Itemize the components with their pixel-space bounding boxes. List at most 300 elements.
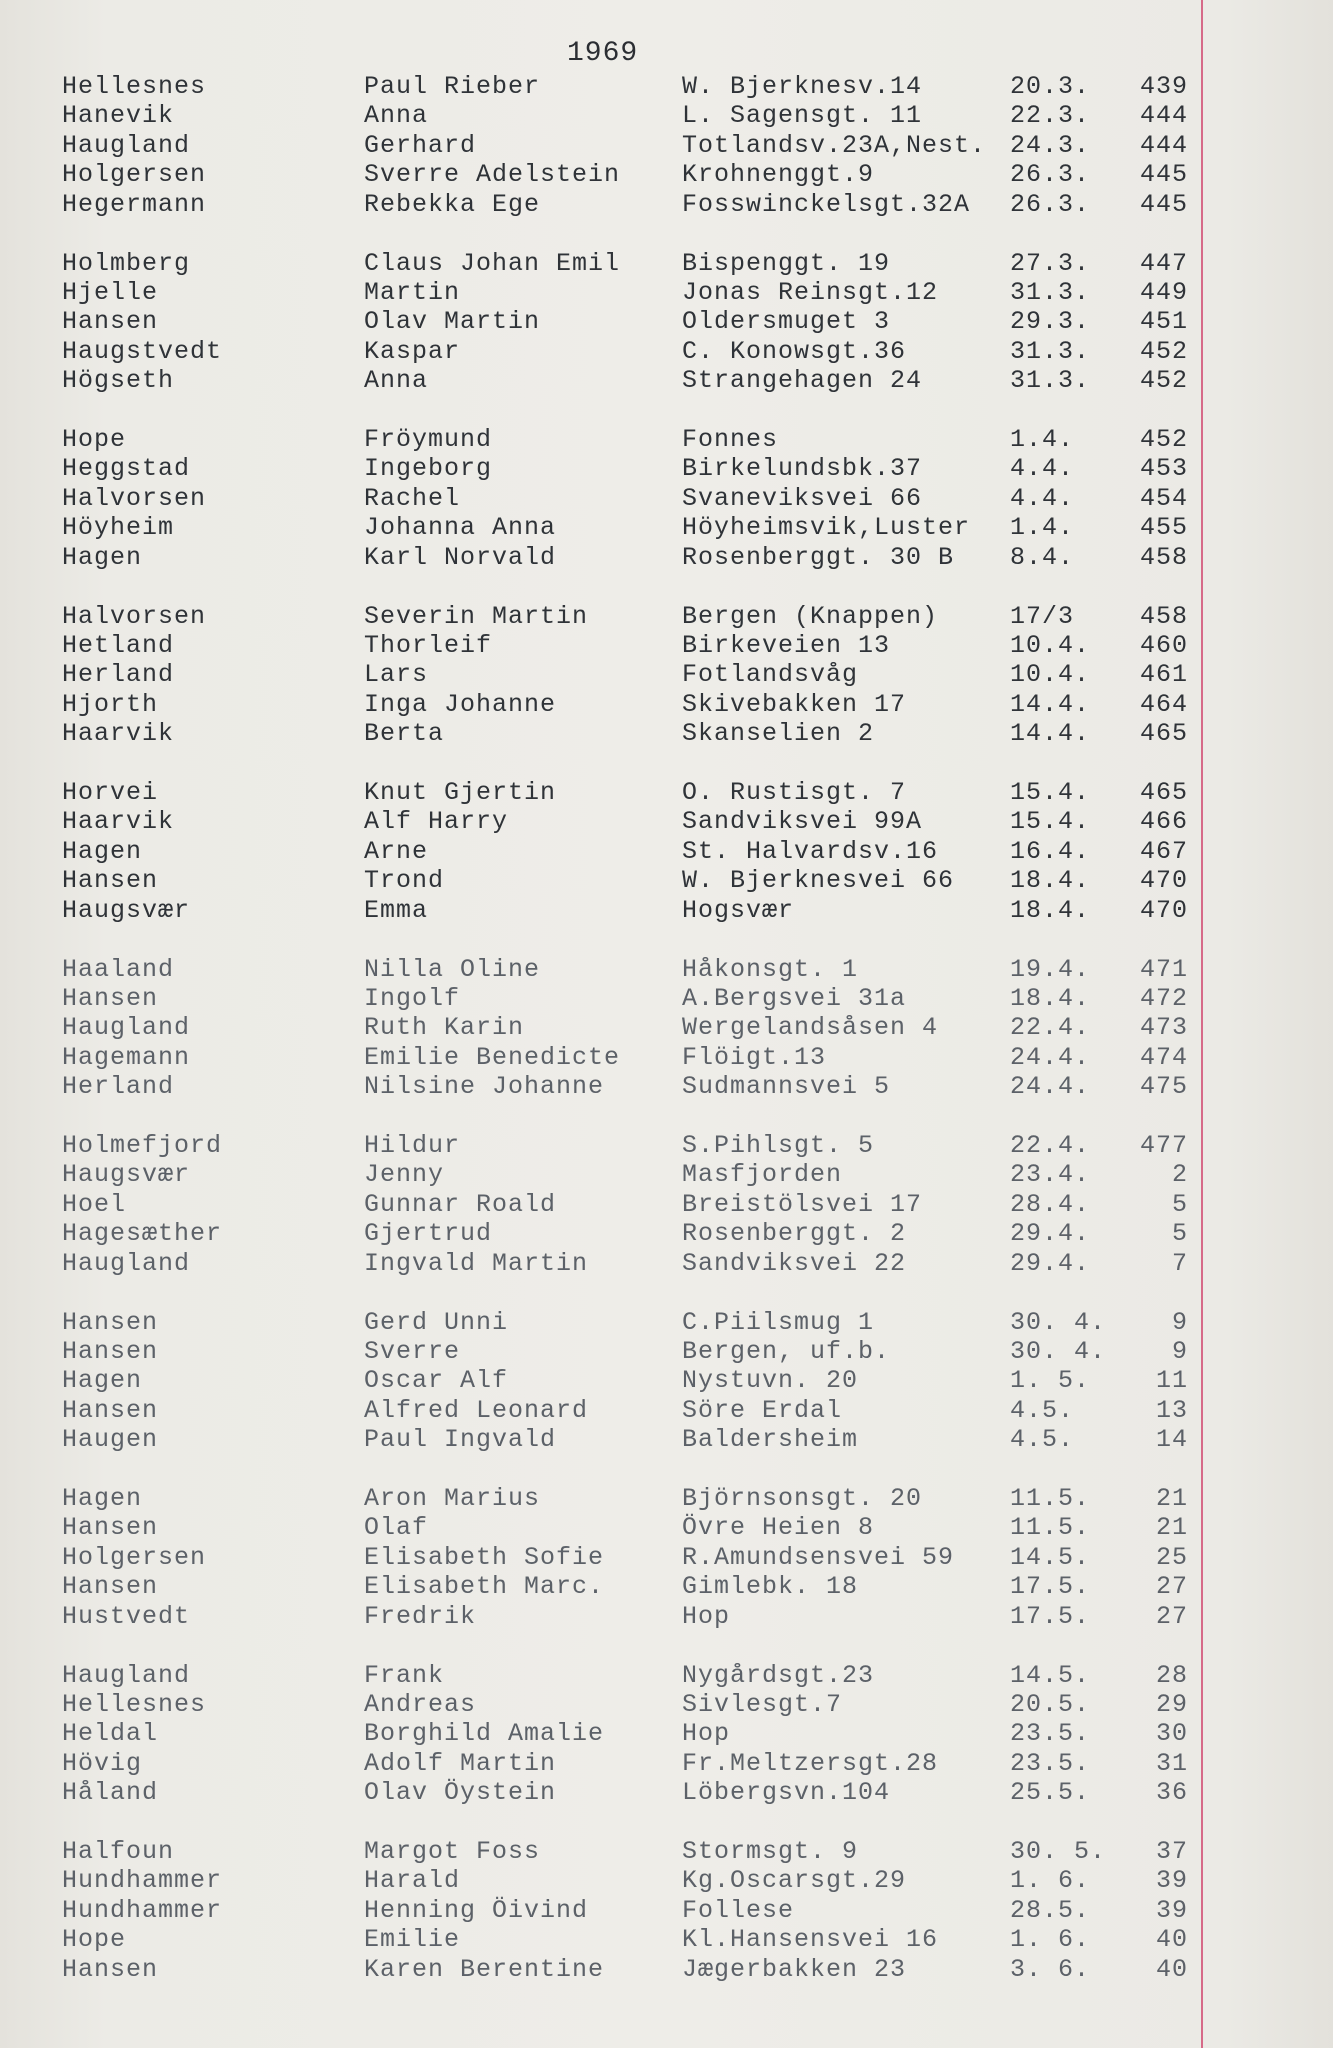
entry-number: 451 <box>1139 307 1188 337</box>
entry-surname: Hansen <box>62 1513 159 1543</box>
entry-surname: Hustvedt <box>62 1601 191 1631</box>
ledger-row <box>0 690 1200 719</box>
entry-date: 22.4. <box>1010 1131 1091 1160</box>
entry-address: C.Piilsmug 1 <box>682 1307 875 1337</box>
entry-surname: Halvorsen <box>62 601 207 631</box>
entry-address: Strangehagen 24 <box>682 366 923 396</box>
ledger-row <box>0 1013 1200 1042</box>
entry-given-names: Aron Marius <box>364 1484 541 1513</box>
ledger-row <box>0 1484 1200 1513</box>
entry-address: Stormsgt. 9 <box>682 1837 859 1866</box>
entry-surname: Haaland <box>62 954 175 984</box>
entry-number: 9 <box>1171 1336 1188 1366</box>
ledger-row <box>0 484 1200 513</box>
entry-date: 10.4. <box>1010 660 1091 690</box>
entry-address: Rosenberggt. 30 B <box>682 542 955 572</box>
entry-given-names: Emma <box>364 895 429 925</box>
entry-number: 473 <box>1139 1013 1188 1043</box>
entry-date: 17.5. <box>1010 1601 1091 1631</box>
entry-number: 444 <box>1139 101 1188 131</box>
entry-address: Höyheimsvik,Luster <box>682 513 971 543</box>
entry-surname: Hagen <box>62 1366 143 1396</box>
margin-rule <box>1201 0 1203 2048</box>
entry-address: Birkelundsbk.37 <box>682 454 923 484</box>
entry-number: 452 <box>1139 336 1188 366</box>
entry-given-names: Anna <box>364 366 429 396</box>
entry-surname: Haugstvedt <box>62 336 223 366</box>
ledger-row <box>0 896 1200 925</box>
entry-date: 28.5. <box>1010 1895 1091 1925</box>
page-year: 1969 <box>567 38 639 69</box>
entry-number: 455 <box>1139 513 1188 543</box>
entry-address: Fonnes <box>682 425 779 454</box>
entry-number: 5 <box>1171 1189 1188 1219</box>
ledger-row <box>0 1425 1200 1454</box>
entry-address: Masfjorden <box>682 1160 843 1190</box>
entry-date: 14.4. <box>1010 689 1091 719</box>
entry-number: 11 <box>1155 1366 1188 1396</box>
entry-surname: Haugland <box>62 1013 191 1043</box>
entry-surname: Holmefjord <box>62 1131 223 1160</box>
entry-given-names: Rebekka Ege <box>364 189 541 219</box>
ledger-row <box>0 866 1200 895</box>
entry-number: 453 <box>1139 454 1188 484</box>
ledger-row <box>0 1749 1200 1778</box>
entry-number: 447 <box>1139 248 1188 278</box>
ledger-row <box>0 1190 1200 1219</box>
entry-address: Skivebakken 17 <box>682 689 907 719</box>
entry-address: Hop <box>682 1719 731 1749</box>
entry-given-names: Alf Harry <box>364 807 509 837</box>
entry-surname: Hagen <box>62 1484 143 1513</box>
entry-date: 23.5. <box>1010 1719 1091 1749</box>
entry-address: Sandviksvei 22 <box>682 1248 907 1278</box>
entry-given-names: Thorleif <box>364 630 493 660</box>
entry-date: 29.3. <box>1010 307 1091 337</box>
entry-number: 9 <box>1171 1307 1188 1337</box>
entry-number: 7 <box>1171 1248 1188 1278</box>
entry-surname: Hetland <box>62 630 175 660</box>
entry-surname: Hansen <box>62 1954 159 1984</box>
entry-surname: Holgersen <box>62 160 207 190</box>
entry-date: 26.3. <box>1010 189 1091 219</box>
entry-surname: Halvorsen <box>62 483 207 513</box>
entry-address: R.Amundsensvei 59 <box>682 1542 955 1572</box>
ledger-row <box>0 1308 1200 1337</box>
entry-given-names: Sverre Adelstein <box>364 160 621 190</box>
entry-surname: Hjorth <box>62 689 159 719</box>
entry-given-names: Ingeborg <box>364 454 493 484</box>
ledger-row <box>0 1219 1200 1248</box>
entry-surname: Hegermann <box>62 189 207 219</box>
entry-given-names: Ingolf <box>364 983 461 1013</box>
entry-number: 14 <box>1155 1425 1188 1455</box>
entry-surname: Hope <box>62 425 127 454</box>
entry-given-names: Sverre <box>364 1336 461 1366</box>
entry-number: 39 <box>1155 1895 1188 1925</box>
ledger-row <box>0 1602 1200 1631</box>
entry-given-names: Knut Gjertin <box>364 778 557 807</box>
entry-surname: Håland <box>62 1778 159 1808</box>
entry-surname: Haugsvær <box>62 895 191 925</box>
entry-date: 20.3. <box>1010 72 1091 101</box>
entry-date: 1.4. <box>1010 513 1075 543</box>
entry-date: 1. 6. <box>1010 1866 1091 1896</box>
ledger-row <box>0 1366 1200 1395</box>
entry-surname: Hagemann <box>62 1042 191 1072</box>
entry-date: 23.5. <box>1010 1748 1091 1778</box>
ledger-row <box>0 337 1200 366</box>
entry-number: 444 <box>1139 130 1188 160</box>
entry-number: 474 <box>1139 1042 1188 1072</box>
entry-date: 28.4. <box>1010 1189 1091 1219</box>
entry-address: Nystuvn. 20 <box>682 1366 859 1396</box>
entry-given-names: Elisabeth Sofie <box>364 1542 605 1572</box>
entry-address: Hop <box>682 1601 731 1631</box>
entry-date: 4.5. <box>1010 1425 1075 1455</box>
entry-address: Övre Heien 8 <box>682 1513 875 1543</box>
ledger-row <box>0 1778 1200 1807</box>
entry-number: 2 <box>1171 1160 1188 1190</box>
entry-surname: Haarvik <box>62 719 175 749</box>
entry-address: Björnsonsgt. 20 <box>682 1484 923 1513</box>
entry-surname: Haugsvær <box>62 1160 191 1190</box>
entry-address: Oldersmuget 3 <box>682 307 891 337</box>
entry-number: 40 <box>1155 1925 1188 1955</box>
entry-number: 452 <box>1139 366 1188 396</box>
entry-date: 29.4. <box>1010 1248 1091 1278</box>
ledger-row <box>0 1513 1200 1542</box>
entry-date: 1. 5. <box>1010 1366 1091 1396</box>
entry-number: 30 <box>1155 1719 1188 1749</box>
entry-given-names: Trond <box>364 866 445 896</box>
entry-date: 1. 6. <box>1010 1925 1091 1955</box>
entry-surname: Hansen <box>62 1336 159 1366</box>
entry-address: Wergelandsåsen 4 <box>682 1013 939 1043</box>
entry-given-names: Adolf Martin <box>364 1748 557 1778</box>
entry-number: 21 <box>1155 1513 1188 1543</box>
entry-date: 19.4. <box>1010 954 1091 984</box>
entry-date: 31.3. <box>1010 336 1091 366</box>
entry-number: 465 <box>1139 778 1188 807</box>
entry-date: 17/3 <box>1010 601 1075 631</box>
entry-surname: Hansen <box>62 1572 159 1602</box>
ledger-row <box>0 631 1200 660</box>
ledger-row <box>0 1072 1200 1101</box>
entry-date: 31.3. <box>1010 277 1091 307</box>
entry-surname: Hansen <box>62 1395 159 1425</box>
entry-surname: Hellesnes <box>62 1689 207 1719</box>
entry-address: C. Konowsgt.36 <box>682 336 907 366</box>
entry-date: 10.4. <box>1010 630 1091 660</box>
entry-date: 24.4. <box>1010 1072 1091 1102</box>
entry-number: 470 <box>1139 866 1188 896</box>
entry-date: 11.5. <box>1010 1484 1091 1513</box>
entry-date: 25.5. <box>1010 1778 1091 1808</box>
entry-address: Bispenggt. 19 <box>682 248 891 278</box>
entry-address: Söre Erdal <box>682 1395 843 1425</box>
entry-surname: Hansen <box>62 983 159 1013</box>
entry-surname: Haugen <box>62 1425 159 1455</box>
ledger-row <box>0 837 1200 866</box>
entry-given-names: Alfred Leonard <box>364 1395 589 1425</box>
entry-date: 18.4. <box>1010 895 1091 925</box>
entry-number: 27 <box>1155 1572 1188 1602</box>
entry-given-names: Claus Johan Emil <box>364 248 621 278</box>
ledger-row <box>0 543 1200 572</box>
entry-number: 449 <box>1139 277 1188 307</box>
entry-surname: Hansen <box>62 866 159 896</box>
entry-number: 31 <box>1155 1748 1188 1778</box>
ledger-row <box>0 1690 1200 1719</box>
entry-number: 36 <box>1155 1778 1188 1808</box>
entry-number: 461 <box>1139 660 1188 690</box>
entry-surname: Hövig <box>62 1748 143 1778</box>
ledger-row <box>0 778 1200 807</box>
ledger-row <box>0 660 1200 689</box>
entry-number: 13 <box>1155 1395 1188 1425</box>
entry-surname: Hagen <box>62 836 143 866</box>
entry-surname: Haarvik <box>62 807 175 837</box>
entry-given-names: Jenny <box>364 1160 445 1190</box>
entry-given-names: Paul Rieber <box>364 72 541 101</box>
entry-surname: Herland <box>62 660 175 690</box>
ledger-row <box>0 1896 1200 1925</box>
entry-address: Fr.Meltzersgt.28 <box>682 1748 939 1778</box>
entry-given-names: Gunnar Roald <box>364 1189 557 1219</box>
entry-number: 460 <box>1139 630 1188 660</box>
entry-given-names: Arne <box>364 836 429 866</box>
entry-surname: Heggstad <box>62 454 191 484</box>
entry-address: Nygårdsgt.23 <box>682 1660 875 1690</box>
entry-date: 4.4. <box>1010 483 1075 513</box>
entry-given-names: Fredrik <box>364 1601 477 1631</box>
entry-date: 18.4. <box>1010 866 1091 896</box>
ledger-row <box>0 278 1200 307</box>
ledger-row <box>0 131 1200 160</box>
ledger-row <box>0 190 1200 219</box>
ledger-row <box>0 1396 1200 1425</box>
entry-date: 4.4. <box>1010 454 1075 484</box>
entry-given-names: Kaspar <box>364 336 461 366</box>
entry-given-names: Emilie Benedicte <box>364 1042 621 1072</box>
entry-given-names: Severin Martin <box>364 601 589 631</box>
ledger-row <box>0 1719 1200 1748</box>
entry-date: 8.4. <box>1010 542 1075 572</box>
entry-address: Kl.Hansensvei 16 <box>682 1925 939 1955</box>
entry-date: 15.4. <box>1010 807 1091 837</box>
ledger-row <box>0 1043 1200 1072</box>
entry-given-names: Andreas <box>364 1689 477 1719</box>
entry-surname: Hellesnes <box>62 72 207 101</box>
entry-surname: Halfoun <box>62 1837 175 1866</box>
entry-address: Skanselien 2 <box>682 719 875 749</box>
entry-date: 22.4. <box>1010 1013 1091 1043</box>
entry-number: 445 <box>1139 160 1188 190</box>
entry-given-names: Oscar Alf <box>364 1366 509 1396</box>
ledger-row <box>0 1866 1200 1895</box>
entry-address: Jægerbakken 23 <box>682 1954 907 1984</box>
entry-surname: Heldal <box>62 1719 159 1749</box>
ledger-row <box>0 366 1200 395</box>
entry-address: Gimlebk. 18 <box>682 1572 859 1602</box>
entry-given-names: Paul Ingvald <box>364 1425 557 1455</box>
entry-address: Sivlesgt.7 <box>682 1689 843 1719</box>
entry-date: 26.3. <box>1010 160 1091 190</box>
entry-date: 17.5. <box>1010 1572 1091 1602</box>
entry-date: 23.4. <box>1010 1160 1091 1190</box>
ledger-row <box>0 513 1200 542</box>
entry-number: 25 <box>1155 1542 1188 1572</box>
ledger-row <box>0 307 1200 336</box>
entry-surname: Haugland <box>62 1248 191 1278</box>
entry-number: 29 <box>1155 1689 1188 1719</box>
entry-given-names: Olaf <box>364 1513 429 1543</box>
entry-given-names: Olav Martin <box>364 307 541 337</box>
entry-given-names: Borghild Amalie <box>364 1719 605 1749</box>
entry-number: 37 <box>1155 1837 1188 1866</box>
entry-address: Rosenberggt. 2 <box>682 1219 907 1249</box>
entry-surname: Hjelle <box>62 277 159 307</box>
entry-date: 27.3. <box>1010 248 1091 278</box>
entry-address: Jonas Reinsgt.12 <box>682 277 939 307</box>
entry-number: 467 <box>1139 836 1188 866</box>
entry-number: 464 <box>1139 689 1188 719</box>
entry-given-names: Nilsine Johanne <box>364 1072 605 1102</box>
entry-address: Breistölsvei 17 <box>682 1189 923 1219</box>
entry-date: 4.5. <box>1010 1395 1075 1425</box>
entry-given-names: Lars <box>364 660 429 690</box>
entry-date: 11.5. <box>1010 1513 1091 1543</box>
entry-number: 21 <box>1155 1484 1188 1513</box>
entry-address: Kg.Oscarsgt.29 <box>682 1866 907 1896</box>
entry-address: Fosswinckelsgt.32A <box>682 189 971 219</box>
entry-number: 439 <box>1139 72 1188 101</box>
ledger-row <box>0 1925 1200 1954</box>
entry-number: 458 <box>1139 542 1188 572</box>
entry-given-names: Ingvald Martin <box>364 1248 589 1278</box>
entry-address: St. Halvardsv.16 <box>682 836 939 866</box>
ledger-row <box>0 1131 1200 1160</box>
ledger-row <box>0 984 1200 1013</box>
entry-address: Birkeveien 13 <box>682 630 891 660</box>
entry-given-names: Gerhard <box>364 130 477 160</box>
entry-address: Sandviksvei 99A <box>682 807 923 837</box>
ledger-row <box>0 1661 1200 1690</box>
entry-given-names: Inga Johanne <box>364 689 557 719</box>
entry-address: Baldersheim <box>682 1425 859 1455</box>
entry-surname: Hansen <box>62 1307 159 1337</box>
entry-given-names: Elisabeth Marc. <box>364 1572 605 1602</box>
entry-date: 30. 4. <box>1010 1307 1107 1337</box>
entry-address: S.Pihlsgt. 5 <box>682 1131 875 1160</box>
ledger-row <box>0 1160 1200 1189</box>
entry-address: Fotlandsvåg <box>682 660 859 690</box>
entry-surname: Haugland <box>62 130 191 160</box>
entry-address: Löbergsvn.104 <box>682 1778 891 1808</box>
entry-address: W. Bjerknesvei 66 <box>682 866 955 896</box>
entry-date: 24.4. <box>1010 1042 1091 1072</box>
entry-number: 39 <box>1155 1866 1188 1896</box>
entry-address: W. Bjerknesv.14 <box>682 72 923 101</box>
entry-date: 14.5. <box>1010 1542 1091 1572</box>
entry-number: 454 <box>1139 483 1188 513</box>
ledger-row <box>0 101 1200 130</box>
entry-given-names: Nilla Oline <box>364 954 541 984</box>
entry-date: 16.4. <box>1010 836 1091 866</box>
entry-address: A.Bergsvei 31a <box>682 983 907 1013</box>
entry-number: 40 <box>1155 1954 1188 1984</box>
entry-given-names: Emilie <box>364 1925 461 1955</box>
entry-date: 15.4. <box>1010 778 1091 807</box>
entry-date: 1.4. <box>1010 425 1075 454</box>
entry-surname: Hope <box>62 1925 127 1955</box>
entry-number: 470 <box>1139 895 1188 925</box>
entry-given-names: Karl Norvald <box>364 542 557 572</box>
entry-surname: Horvei <box>62 778 159 807</box>
entry-surname: Hoel <box>62 1189 127 1219</box>
entry-given-names: Rachel <box>364 483 461 513</box>
entry-surname: Hundhammer <box>62 1895 223 1925</box>
entry-given-names: Fröymund <box>364 425 493 454</box>
entry-number: 466 <box>1139 807 1188 837</box>
ledger-row <box>0 602 1200 631</box>
entry-surname: Holgersen <box>62 1542 207 1572</box>
ledger-row <box>0 160 1200 189</box>
entry-given-names: Gerd Unni <box>364 1307 509 1337</box>
entry-given-names: Anna <box>364 101 429 131</box>
entry-number: 5 <box>1171 1219 1188 1249</box>
entry-surname: Hanevik <box>62 101 175 131</box>
entry-surname: Högseth <box>62 366 175 396</box>
entry-date: 30. 4. <box>1010 1336 1107 1366</box>
ledger-row <box>0 249 1200 278</box>
entry-given-names: Ruth Karin <box>364 1013 525 1043</box>
ledger-row <box>0 719 1200 748</box>
ledger-row <box>0 1955 1200 1984</box>
entry-given-names: Berta <box>364 719 445 749</box>
ledger-row <box>0 1337 1200 1366</box>
entry-surname: Holmberg <box>62 248 191 278</box>
entry-given-names: Henning Öivind <box>364 1895 589 1925</box>
entry-surname: Haugland <box>62 1660 191 1690</box>
entry-date: 29.4. <box>1010 1219 1091 1249</box>
entry-surname: Hansen <box>62 307 159 337</box>
entry-address: Bergen, uf.b. <box>682 1336 891 1366</box>
entry-address: Flöigt.13 <box>682 1042 827 1072</box>
entry-given-names: Karen Berentine <box>364 1954 605 1984</box>
entry-date: 30. 5. <box>1010 1837 1107 1866</box>
ledger-row <box>0 807 1200 836</box>
entry-surname: Herland <box>62 1072 175 1102</box>
entry-address: Totlandsv.23A,Nest. <box>682 130 987 160</box>
ledger-row <box>0 1249 1200 1278</box>
ledger-row <box>0 1572 1200 1601</box>
entry-number: 475 <box>1139 1072 1188 1102</box>
entry-number: 458 <box>1139 601 1188 631</box>
entry-date: 3. 6. <box>1010 1954 1091 1984</box>
entry-date: 14.4. <box>1010 719 1091 749</box>
entry-surname: Hagen <box>62 542 143 572</box>
entry-surname: Hagesæther <box>62 1219 223 1249</box>
entry-date: 24.3. <box>1010 130 1091 160</box>
ledger-row <box>0 1543 1200 1572</box>
entry-date: 18.4. <box>1010 983 1091 1013</box>
entry-number: 27 <box>1155 1601 1188 1631</box>
entry-given-names: Martin <box>364 277 461 307</box>
entry-number: 472 <box>1139 983 1188 1013</box>
entry-address: L. Sagensgt. 11 <box>682 101 923 131</box>
